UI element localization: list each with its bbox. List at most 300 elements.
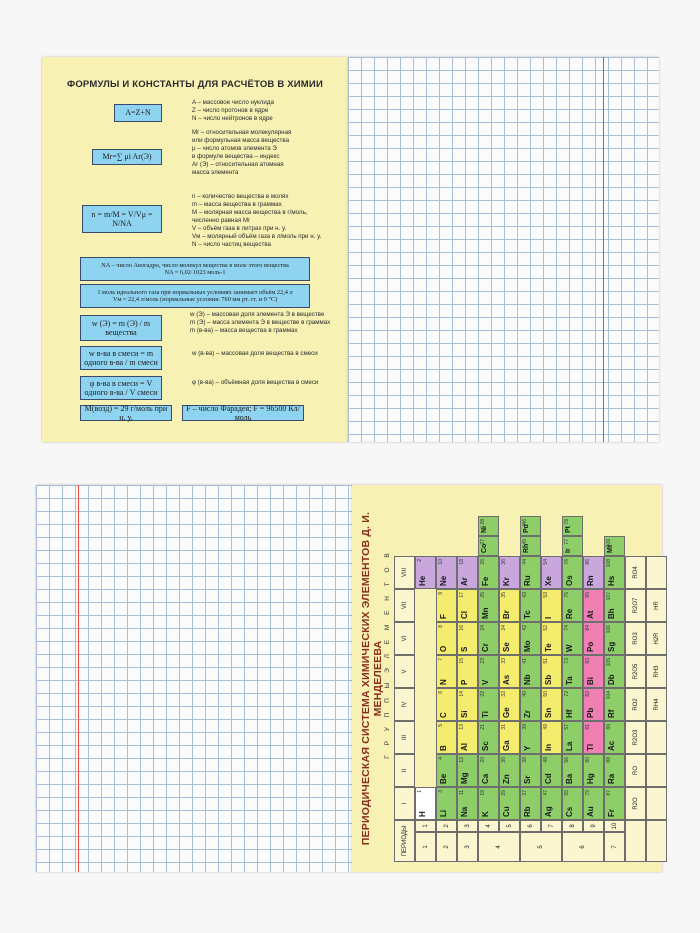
formula-note-f8: φ (в-ва) – объёмная доля вещества в смеси xyxy=(192,379,319,386)
element-number: 89 xyxy=(606,724,612,730)
hydride-formula: H2R xyxy=(646,622,667,655)
element-number: 26 xyxy=(480,559,486,565)
row-number: 10 xyxy=(604,820,625,832)
element-number: 48 xyxy=(543,757,549,763)
element-number: 47 xyxy=(543,790,549,796)
element-number: 82 xyxy=(585,691,591,697)
element-number: 37 xyxy=(522,790,528,796)
period-number: 7 xyxy=(604,832,625,862)
element-number: 44 xyxy=(522,559,528,565)
element-symbol: Mt xyxy=(607,544,614,553)
element-symbol: Pd xyxy=(523,524,530,533)
row-number: 1 xyxy=(415,820,436,832)
oxides-label xyxy=(625,820,646,862)
period-number: 3 xyxy=(457,832,478,862)
element-cell-viii xyxy=(520,536,541,556)
element-cell xyxy=(541,721,562,754)
element-symbol: Cs xyxy=(565,806,574,817)
element-symbol: As xyxy=(502,674,511,685)
element-number: 105 xyxy=(606,658,612,667)
element-cell xyxy=(457,655,478,688)
element-cell xyxy=(457,688,478,721)
element-number: 33 xyxy=(501,658,507,664)
element-cell xyxy=(436,589,457,622)
group-header: VI xyxy=(394,622,415,655)
element-number: 9 xyxy=(438,592,444,595)
element-cell xyxy=(478,754,499,787)
element-cell xyxy=(499,655,520,688)
element-cell xyxy=(541,754,562,787)
element-cell xyxy=(457,754,478,787)
group-header: VII xyxy=(394,589,415,622)
element-cell xyxy=(478,688,499,721)
element-cell xyxy=(457,721,478,754)
element-symbol: Nb xyxy=(523,674,532,685)
element-cell xyxy=(562,688,583,721)
oxide-formula: R2O7 xyxy=(625,589,646,622)
element-symbol: Ru xyxy=(523,575,532,586)
element-number: 3 xyxy=(438,790,444,793)
hydride-formula xyxy=(646,787,667,820)
element-cell xyxy=(436,556,457,589)
element-symbol: Mg xyxy=(460,772,469,784)
element-number: 106 xyxy=(606,625,612,634)
element-symbol: P xyxy=(460,679,469,685)
formula-box-f3: n = m/M = V/Vμ = N/NA xyxy=(82,205,162,233)
element-symbol: Li xyxy=(439,809,448,817)
element-number: 4 xyxy=(438,757,444,760)
element-number: 27 xyxy=(480,539,486,545)
formula-note-f1: A – массовое число нуклида Z – число протонов в ядре N – число нейтронов в ядре xyxy=(192,99,274,123)
element-number: 16 xyxy=(459,625,465,631)
element-number: 35 xyxy=(501,592,507,598)
formula-note-f3: n – количество вещества в молях m – масса вещества в граммах M – молярная масса вещества в г/моль, численно равная Mr V – объём газа в литрах при н. у. Vм – молярный объём газа в л/моль при н. у. N – число частиц вещества xyxy=(192,193,322,249)
element-cell xyxy=(604,622,625,655)
element-cell xyxy=(520,688,541,721)
element-cell-viii xyxy=(604,536,625,556)
element-symbol: Os xyxy=(565,575,574,586)
element-symbol: Br xyxy=(502,610,511,619)
element-cell xyxy=(604,754,625,787)
element-number: 56 xyxy=(564,757,570,763)
hydrides-label xyxy=(646,820,667,862)
element-cell xyxy=(583,622,604,655)
element-symbol: Ar xyxy=(460,577,469,586)
element-number: 10 xyxy=(438,559,444,565)
period-number: 1 xyxy=(415,832,436,862)
element-symbol: I xyxy=(544,616,553,619)
element-cell xyxy=(499,787,520,820)
periodic-table-rotated xyxy=(352,485,662,872)
element-number: 46 xyxy=(522,519,528,525)
element-symbol: Ne xyxy=(439,575,448,586)
element-cell xyxy=(541,655,562,688)
element-cell xyxy=(541,688,562,721)
element-cell xyxy=(478,721,499,754)
element-cell xyxy=(499,589,520,622)
element-number: 50 xyxy=(543,691,549,697)
element-cell xyxy=(436,622,457,655)
element-cell xyxy=(562,721,583,754)
element-cell xyxy=(499,688,520,721)
element-number: 108 xyxy=(606,559,612,568)
element-number: 107 xyxy=(606,592,612,601)
element-cell-viii xyxy=(562,516,583,536)
formula-note-f7: w (в-ва) – массовая доля вещества в смеси xyxy=(192,350,318,357)
row-number: 4 xyxy=(478,820,499,832)
element-symbol: Cu xyxy=(502,806,511,817)
element-symbol: Ti xyxy=(481,711,490,718)
row-number: 2 xyxy=(436,820,457,832)
element-cell xyxy=(478,589,499,622)
element-cell xyxy=(520,754,541,787)
element-cell xyxy=(583,688,604,721)
element-cell xyxy=(436,655,457,688)
element-symbol: Tl xyxy=(586,743,595,751)
element-number: 20 xyxy=(480,757,486,763)
element-symbol: Sn xyxy=(544,707,553,718)
formula-page xyxy=(42,57,348,442)
element-symbol: Cd xyxy=(544,773,553,784)
element-symbol: S xyxy=(460,646,469,652)
element-number: 57 xyxy=(564,724,570,730)
hydride-formula: RH4 xyxy=(646,688,667,721)
element-number: 38 xyxy=(522,757,528,763)
element-number: 18 xyxy=(459,559,465,565)
element-number: 34 xyxy=(501,625,507,631)
period-number: 4 xyxy=(478,832,520,862)
element-cell xyxy=(457,622,478,655)
element-cell xyxy=(457,589,478,622)
hydride-formula: HR xyxy=(646,589,667,622)
element-symbol: V xyxy=(481,679,490,685)
element-number: 76 xyxy=(564,559,570,565)
element-symbol: Kr xyxy=(502,577,511,586)
element-symbol: Bi xyxy=(586,677,595,685)
element-number: 5 xyxy=(438,724,444,727)
element-number: 12 xyxy=(459,757,465,763)
element-symbol: Si xyxy=(460,710,469,718)
element-symbol: K xyxy=(481,811,490,817)
element-number: 80 xyxy=(585,757,591,763)
element-cell xyxy=(562,556,583,589)
element-symbol: Al xyxy=(460,743,469,751)
element-number: 85 xyxy=(585,592,591,598)
element-cell xyxy=(562,787,583,820)
element-cell xyxy=(541,787,562,820)
element-cell xyxy=(541,589,562,622)
periodic-table-page xyxy=(352,485,662,872)
element-number: 21 xyxy=(480,724,486,730)
element-number: 15 xyxy=(459,658,465,664)
element-number: 40 xyxy=(522,691,528,697)
element-cell xyxy=(583,556,604,589)
element-symbol: Cr xyxy=(481,643,490,652)
element-symbol: Ni xyxy=(481,526,488,533)
oxide-formula: RO2 xyxy=(625,688,646,721)
margin-line xyxy=(603,57,604,442)
element-symbol: Pb xyxy=(586,707,595,718)
element-cell xyxy=(583,655,604,688)
element-symbol: Cl xyxy=(460,611,469,619)
element-cell xyxy=(583,754,604,787)
element-symbol: W xyxy=(565,644,574,652)
element-cell xyxy=(415,556,436,589)
element-number: 25 xyxy=(480,592,486,598)
element-symbol: Mn xyxy=(481,607,490,619)
element-number: 84 xyxy=(585,625,591,631)
element-cell xyxy=(436,688,457,721)
element-symbol: Rn xyxy=(586,575,595,586)
element-symbol: Rh xyxy=(523,543,530,553)
grid-page-top-right xyxy=(348,57,659,442)
element-symbol: At xyxy=(586,610,595,619)
element-number: 55 xyxy=(564,790,570,796)
oxide-formula: R2O5 xyxy=(625,655,646,688)
formula-box-f6: w (Э) = m (Э) / m вещества xyxy=(80,315,162,341)
element-symbol: Re xyxy=(565,608,574,619)
group-header: III xyxy=(394,721,415,754)
element-number: 30 xyxy=(501,757,507,763)
element-cell-viii xyxy=(478,516,499,536)
element-number: 31 xyxy=(501,724,507,730)
element-cell xyxy=(478,787,499,820)
element-number: 28 xyxy=(480,519,486,525)
element-number: 77 xyxy=(564,539,570,545)
row-number: 8 xyxy=(562,820,583,832)
element-cell xyxy=(604,787,625,820)
element-number: 7 xyxy=(438,658,444,661)
element-cell xyxy=(499,721,520,754)
element-number: 78 xyxy=(564,519,570,525)
formula-box-f4: NA – число Авогадро, число молекул вещества в моле этого вещества NA = 6,02·1023 моль-1 xyxy=(80,257,310,281)
element-cell xyxy=(457,787,478,820)
oxide-formula: RO4 xyxy=(625,556,646,589)
formula-note-f2: Mr – относительная молекулярная или формульная масса вещества μ – число атомов элемента Э в формуле вещества – индекс Ar (Э) – относительная атомная масса элемента xyxy=(192,129,292,177)
formula-note-f6: w (Э) – массовая доля элемента Э в веществе m (Э) – масса элемента Э в веществе в граммах m (в-ва) – масса вещества в граммах xyxy=(190,311,331,335)
element-number: 29 xyxy=(501,790,507,796)
period-number: 5 xyxy=(520,832,562,862)
groups-label: Г Р У П П Ы Э Л Е М Е Н Т О В xyxy=(384,549,391,759)
periodic-table-title: ПЕРИОДИЧЕСКАЯ СИСТЕМА ХИМИЧЕСКИХ ЭЛЕМЕНТОВ Д. И. МЕНДЕЛЕЕВА xyxy=(360,511,384,846)
element-symbol: Co xyxy=(481,543,488,553)
element-number: 53 xyxy=(543,592,549,598)
element-cell xyxy=(415,787,436,820)
element-symbol: Rb xyxy=(523,806,532,817)
element-cell-viii xyxy=(562,536,583,556)
element-number: 79 xyxy=(585,790,591,796)
period-number: 6 xyxy=(562,832,604,862)
element-symbol: Ir xyxy=(565,548,572,553)
element-symbol: Na xyxy=(460,806,469,817)
element-symbol: Hg xyxy=(586,773,595,784)
element-cell xyxy=(541,556,562,589)
element-symbol: N xyxy=(439,679,448,685)
element-symbol: Hs xyxy=(607,575,616,586)
element-symbol: C xyxy=(439,712,448,718)
formula-box-f10: F – число Фарадея; F = 96500 Кл/моль xyxy=(182,405,304,421)
element-number: 51 xyxy=(543,658,549,664)
element-number: 42 xyxy=(522,625,528,631)
element-number: 104 xyxy=(606,691,612,700)
element-symbol: Fe xyxy=(481,576,490,586)
element-number: 36 xyxy=(501,559,507,565)
element-cell xyxy=(520,556,541,589)
element-symbol: Y xyxy=(523,745,532,751)
element-symbol: Sc xyxy=(481,741,490,751)
element-cell xyxy=(478,655,499,688)
element-number: 32 xyxy=(501,691,507,697)
row-number: 6 xyxy=(520,820,541,832)
element-cell xyxy=(520,721,541,754)
hydride-formula xyxy=(646,721,667,754)
element-symbol: He xyxy=(418,575,427,586)
row-number: 7 xyxy=(541,820,562,832)
element-number: 13 xyxy=(459,724,465,730)
element-cell xyxy=(562,589,583,622)
period-number: 2 xyxy=(436,832,457,862)
element-number: 83 xyxy=(585,658,591,664)
element-symbol: Rf xyxy=(607,709,616,718)
element-symbol: O xyxy=(439,645,448,652)
element-symbol: Ac xyxy=(607,740,616,751)
oxide-formula: RO xyxy=(625,754,646,787)
element-cell xyxy=(583,787,604,820)
element-cell xyxy=(457,556,478,589)
element-number: 81 xyxy=(585,724,591,730)
element-symbol: Hf xyxy=(565,709,574,718)
grid-page-bottom-left xyxy=(36,485,352,872)
element-cell xyxy=(562,754,583,787)
element-number: 14 xyxy=(459,691,465,697)
element-symbol: Zr xyxy=(523,710,532,718)
element-number: 75 xyxy=(564,592,570,598)
element-cell xyxy=(499,622,520,655)
group-header: V xyxy=(394,655,415,688)
element-number: 24 xyxy=(480,625,486,631)
row-number: 9 xyxy=(583,820,604,832)
element-number: 87 xyxy=(606,790,612,796)
hydride-formula xyxy=(646,556,667,589)
element-number: 43 xyxy=(522,592,528,598)
element-number: 22 xyxy=(480,691,486,697)
element-cell xyxy=(562,655,583,688)
element-symbol: Be xyxy=(439,773,448,784)
element-symbol: Bh xyxy=(607,608,616,619)
group-header: I xyxy=(394,787,415,820)
element-cell xyxy=(604,688,625,721)
oxide-formula: R2O xyxy=(625,787,646,820)
element-cell xyxy=(583,721,604,754)
element-symbol: Zn xyxy=(502,774,511,784)
element-cell xyxy=(520,787,541,820)
element-number: 72 xyxy=(564,691,570,697)
element-symbol: Sb xyxy=(544,674,553,685)
element-cell-viii xyxy=(520,516,541,536)
element-cell xyxy=(520,655,541,688)
formula-box-f1: A=Z+N xyxy=(114,104,162,122)
element-number: 73 xyxy=(564,658,570,664)
element-number: 86 xyxy=(585,559,591,565)
periods-header: ПЕРИОДЫ xyxy=(394,820,415,862)
row-number: 3 xyxy=(457,820,478,832)
group-header: IV xyxy=(394,688,415,721)
element-cell xyxy=(583,589,604,622)
element-symbol: Po xyxy=(586,641,595,652)
formula-page-title: ФОРМУЛЫ И КОНСТАНТЫ ДЛЯ РАСЧЁТОВ В ХИМИИ xyxy=(67,79,323,90)
element-cell xyxy=(499,556,520,589)
element-cell xyxy=(478,622,499,655)
group-header: II xyxy=(394,754,415,787)
element-symbol: Xe xyxy=(544,576,553,586)
element-symbol: Au xyxy=(586,806,595,817)
element-cell xyxy=(436,787,457,820)
element-symbol: Ra xyxy=(607,773,616,784)
oxide-formula: RO3 xyxy=(625,622,646,655)
element-symbol: Mo xyxy=(523,640,532,652)
element-symbol: Ca xyxy=(481,773,490,784)
element-number: 49 xyxy=(543,724,549,730)
element-symbol: Ga xyxy=(502,740,511,751)
group-header: VIII xyxy=(394,556,415,589)
element-symbol: In xyxy=(544,743,553,751)
element-number: 45 xyxy=(522,539,528,545)
element-number: 1 xyxy=(417,790,423,793)
element-number: 11 xyxy=(459,790,465,796)
element-symbol: Ge xyxy=(502,707,511,718)
row-number: 5 xyxy=(499,820,520,832)
margin-line xyxy=(78,485,79,872)
element-number: 23 xyxy=(480,658,486,664)
hydride-formula: RH3 xyxy=(646,655,667,688)
element-cell xyxy=(520,622,541,655)
element-cell xyxy=(520,589,541,622)
element-cell xyxy=(541,622,562,655)
element-symbol: Se xyxy=(502,642,511,652)
element-symbol: Sg xyxy=(607,641,616,652)
element-symbol: Sr xyxy=(523,775,532,784)
element-cell xyxy=(604,589,625,622)
element-cell xyxy=(604,556,625,589)
element-symbol: H xyxy=(418,811,427,817)
element-cell xyxy=(436,754,457,787)
element-cell-viii xyxy=(478,536,499,556)
hydride-formula xyxy=(646,754,667,787)
element-symbol: Tc xyxy=(523,610,532,619)
element-cell xyxy=(499,754,520,787)
element-number: 41 xyxy=(522,658,528,664)
element-number: 39 xyxy=(522,724,528,730)
element-cell xyxy=(604,721,625,754)
formula-box-f8: φ в-ва в смеси = V одного в-ва / V смеси xyxy=(80,376,162,400)
element-number: 54 xyxy=(543,559,549,565)
element-number: 8 xyxy=(438,625,444,628)
formula-box-f5: 1 моль идеального газа при нормальных условиях занимает объём 22,4 л Vм = 22,4 л/моль (нормальные условия: 760 мм рт. ст. и 0 °C) xyxy=(80,284,310,308)
element-number: 74 xyxy=(564,625,570,631)
element-number: 6 xyxy=(438,691,444,694)
formula-box-f2: Mr=∑ μi Ar(Э) xyxy=(92,149,162,165)
periodic-table-grid xyxy=(394,494,660,862)
element-cell xyxy=(478,556,499,589)
element-symbol: Ba xyxy=(565,773,574,784)
element-number: 19 xyxy=(480,790,486,796)
element-number: 52 xyxy=(543,625,549,631)
element-number: 109 xyxy=(606,539,612,548)
element-symbol: La xyxy=(565,741,574,751)
formula-box-f7: w в-ва в смеси = m одного в-ва / m смеси xyxy=(80,346,162,370)
element-number: 88 xyxy=(606,757,612,763)
element-symbol: Ag xyxy=(544,806,553,817)
